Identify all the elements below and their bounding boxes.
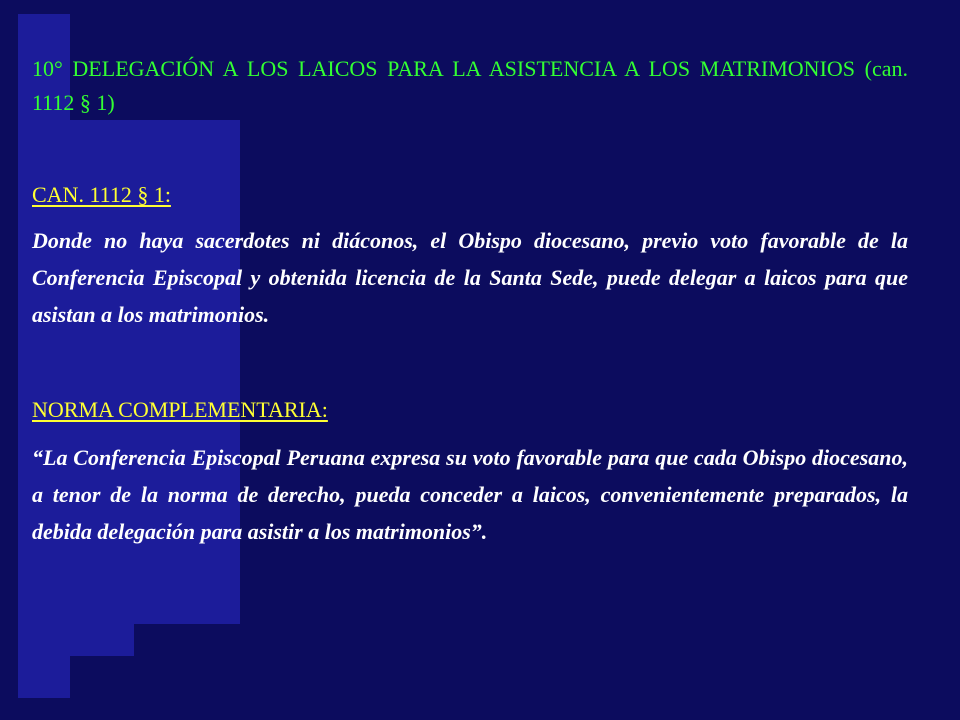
canon-heading: CAN. 1112 § 1: xyxy=(32,182,171,207)
norm-text: “La Conferencia Episcopal Peruana expresa su voto favorable para que cada Obispo diocesano, a tenor de la norma de derecho, pueda conceder a laicos, convenientemente preparados, la debida delegación para asistir a los matrimonios”. xyxy=(32,445,908,544)
canon-text: Donde no haya sacerdotes ni diáconos, el Obispo diocesano, previo voto favorable de la Conferencia Episcopal y obtenida licencia de la Santa Sede, puede delegar a laicos para que asistan a los matrimonios. xyxy=(32,228,908,327)
norm-heading: NORMA COMPLEMENTARIA: xyxy=(32,397,328,422)
slide-content xyxy=(32,52,908,550)
slide-title: 10° DELEGACIÓN A LOS LAICOS PARA LA ASISTENCIA A LOS MATRIMONIOS (can. 1112 § 1) xyxy=(32,56,908,115)
